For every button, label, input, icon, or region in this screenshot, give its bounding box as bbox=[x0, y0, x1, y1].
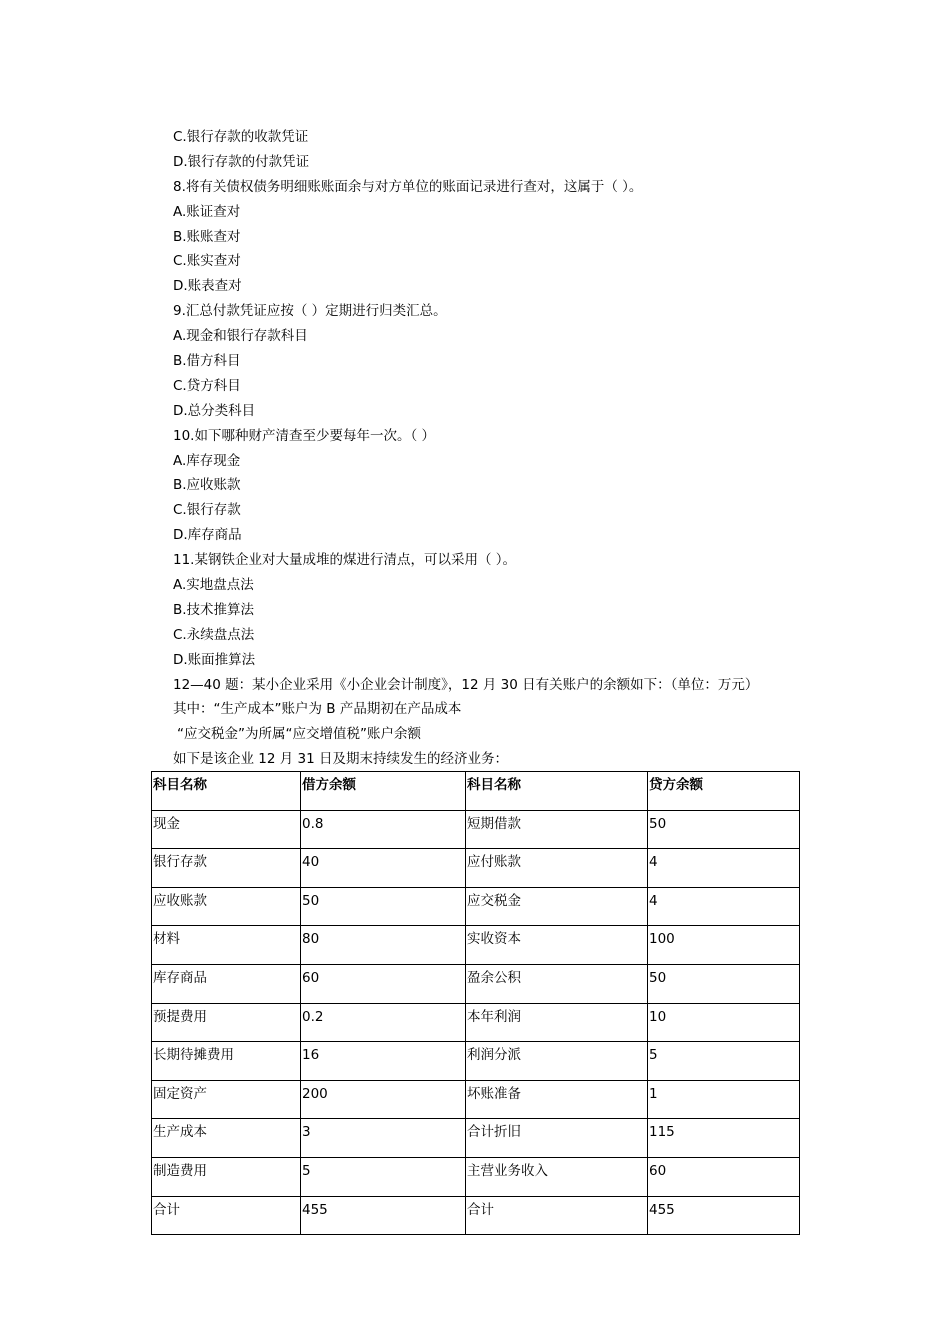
table-cell: 库存商品 bbox=[152, 964, 301, 1003]
option-line: D.库存商品 bbox=[173, 527, 242, 544]
option-line: D.总分类科目 bbox=[173, 402, 256, 419]
document-body bbox=[173, 125, 873, 772]
table-row bbox=[152, 1080, 800, 1119]
header-cell: 科目名称 bbox=[466, 772, 648, 811]
option-line: D.账表查对 bbox=[173, 278, 242, 295]
table-cell: 制造费用 bbox=[152, 1157, 301, 1196]
table-cell: 固定资产 bbox=[152, 1080, 301, 1119]
option-line: C.贷方科目 bbox=[173, 377, 241, 394]
table-cell: 100 bbox=[648, 926, 800, 965]
table-row bbox=[152, 887, 800, 926]
option-line: B.技术推算法 bbox=[173, 601, 255, 618]
table-cell: 50 bbox=[648, 810, 800, 849]
table-header-row bbox=[152, 772, 800, 811]
table-row bbox=[152, 1003, 800, 1042]
note-line: 其中：“生产成本”账户为 B 产品期初在产品成本 bbox=[173, 701, 462, 718]
table-row bbox=[152, 810, 800, 849]
table-cell: 40 bbox=[301, 849, 466, 888]
option-line: C.账实查对 bbox=[173, 253, 241, 270]
table-cell: 合计 bbox=[466, 1196, 648, 1235]
question-12-40-intro: 12—40 题：某小企业采用《小企业会计制度》，12 月 30 日有关账户的余额如下：（单位：万元） bbox=[173, 676, 759, 693]
table-cell: 455 bbox=[301, 1196, 466, 1235]
table-cell: 5 bbox=[301, 1157, 466, 1196]
option-line: A.实地盘点法 bbox=[173, 577, 254, 594]
table-cell: 合计折旧 bbox=[466, 1119, 648, 1158]
table-cell: 主营业务收入 bbox=[466, 1157, 648, 1196]
table-cell: 5 bbox=[648, 1042, 800, 1081]
table-row bbox=[152, 849, 800, 888]
table-cell: 应交税金 bbox=[466, 887, 648, 926]
option-line: B.应收账款 bbox=[173, 477, 241, 494]
table-cell: 利润分派 bbox=[466, 1042, 648, 1081]
table-cell: 银行存款 bbox=[152, 849, 301, 888]
header-cell: 借方余额 bbox=[301, 772, 466, 811]
option-line: B.借方科目 bbox=[173, 353, 241, 370]
table-cell: 1 bbox=[648, 1080, 800, 1119]
header-cell: 科目名称 bbox=[152, 772, 301, 811]
table-cell: 3 bbox=[301, 1119, 466, 1158]
table-cell: 坏账准备 bbox=[466, 1080, 648, 1119]
table-cell: 455 bbox=[648, 1196, 800, 1235]
table-cell: 60 bbox=[648, 1157, 800, 1196]
table-cell: 16 bbox=[301, 1042, 466, 1081]
note-line: “应交税金”为所属“应交增值税”账户余额 bbox=[177, 726, 421, 743]
table-cell: 长期待摊费用 bbox=[152, 1042, 301, 1081]
question-9: 9.汇总付款凭证应按（ ）定期进行归类汇总。 bbox=[173, 303, 447, 320]
table-cell: 应收账款 bbox=[152, 887, 301, 926]
table-cell: 本年利润 bbox=[466, 1003, 648, 1042]
table-row bbox=[152, 964, 800, 1003]
option-line: A.现金和银行存款科目 bbox=[173, 328, 308, 345]
table-cell: 10 bbox=[648, 1003, 800, 1042]
table-cell: 盈余公积 bbox=[466, 964, 648, 1003]
question-8: 8.将有关债权债务明细账账面余与对方单位的账面记录进行查对，这属于（ ）。 bbox=[173, 178, 643, 195]
table-cell: 50 bbox=[648, 964, 800, 1003]
note-line: 如下是该企业 12 月 31 日及期末持续发生的经济业务： bbox=[173, 751, 509, 768]
option-line: B.账账查对 bbox=[173, 228, 241, 245]
table-cell: 0.8 bbox=[301, 810, 466, 849]
option-line: A.库存现金 bbox=[173, 452, 241, 469]
question-10: 10.如下哪种财产清查至少要每年一次。（ ） bbox=[173, 427, 436, 444]
table-cell: 预提费用 bbox=[152, 1003, 301, 1042]
option-line: C.永续盘点法 bbox=[173, 626, 255, 643]
option-line: D.账面推算法 bbox=[173, 651, 256, 668]
balance-table bbox=[151, 771, 800, 1235]
option-line: A.账证查对 bbox=[173, 203, 241, 220]
text-line: D.银行存款的付款凭证 bbox=[173, 153, 310, 170]
table-cell: 50 bbox=[301, 887, 466, 926]
table-cell: 现金 bbox=[152, 810, 301, 849]
table-row bbox=[152, 1119, 800, 1158]
table-cell: 实收资本 bbox=[466, 926, 648, 965]
table-cell: 115 bbox=[648, 1119, 800, 1158]
table-cell: 4 bbox=[648, 849, 800, 888]
question-11: 11.某钢铁企业对大量成堆的煤进行清点，可以采用（ ）。 bbox=[173, 552, 517, 569]
table-cell: 应付账款 bbox=[466, 849, 648, 888]
table-row bbox=[152, 1196, 800, 1235]
table-cell: 生产成本 bbox=[152, 1119, 301, 1158]
table-cell: 短期借款 bbox=[466, 810, 648, 849]
text-line: C.银行存款的收款凭证 bbox=[173, 129, 309, 145]
header-cell: 贷方余额 bbox=[648, 772, 800, 811]
table-cell: 60 bbox=[301, 964, 466, 1003]
table-cell: 材料 bbox=[152, 926, 301, 965]
table-cell: 0.2 bbox=[301, 1003, 466, 1042]
table-cell: 合计 bbox=[152, 1196, 301, 1235]
table-row bbox=[152, 926, 800, 965]
table-cell: 4 bbox=[648, 887, 800, 926]
table-row bbox=[152, 1157, 800, 1196]
option-line: C.银行存款 bbox=[173, 502, 241, 519]
table-row bbox=[152, 1042, 800, 1081]
table-cell: 200 bbox=[301, 1080, 466, 1119]
table-cell: 80 bbox=[301, 926, 466, 965]
